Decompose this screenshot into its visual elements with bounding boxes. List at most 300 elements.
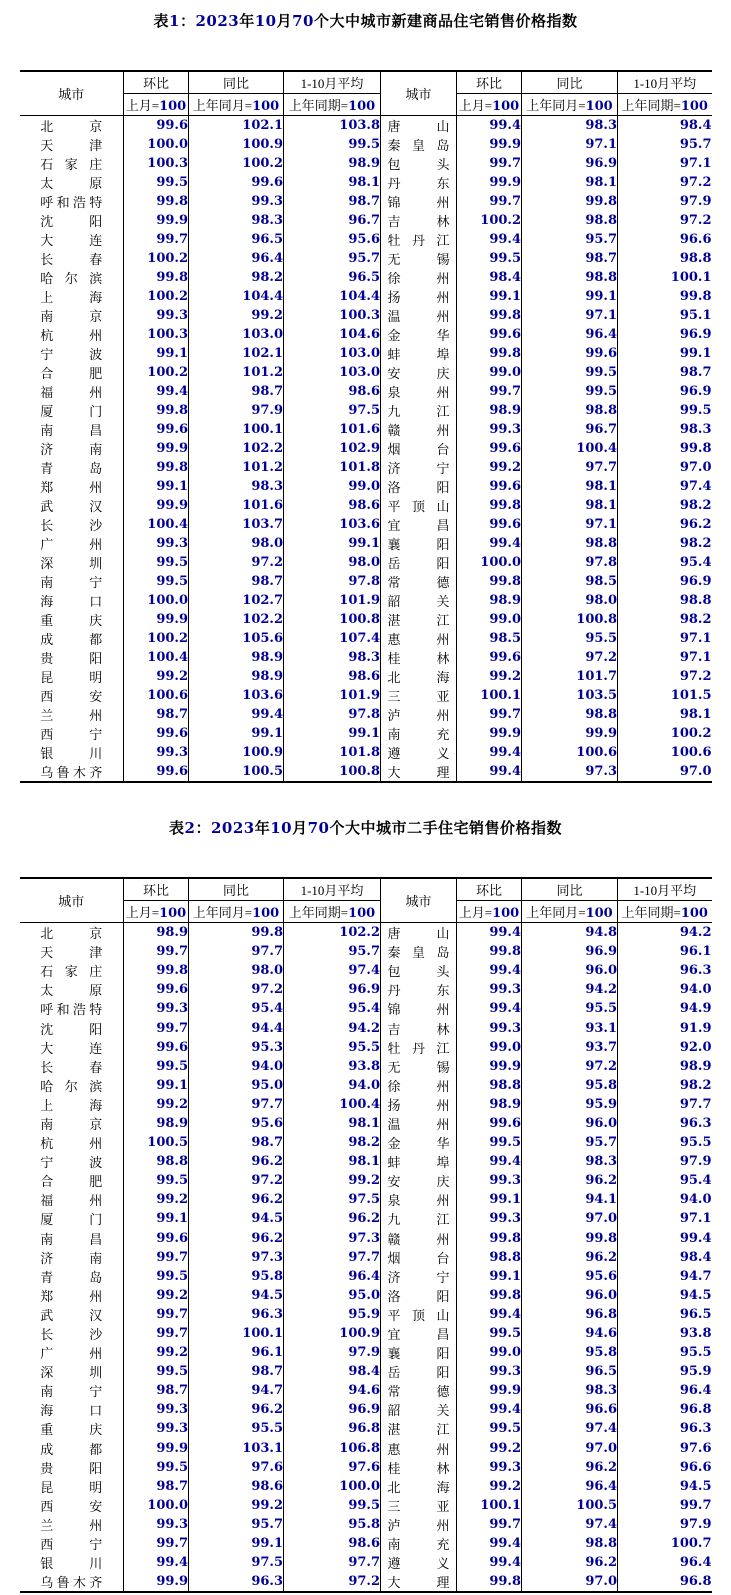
- avg-value: 95.4: [679, 1173, 712, 1189]
- yoy-value: 97.9: [189, 401, 284, 420]
- avg-value: 97.6: [679, 1440, 712, 1456]
- city-cell: [20, 1419, 124, 1438]
- yoy-value: 96.2: [189, 1400, 284, 1419]
- mom-value: 99.5: [124, 1267, 189, 1286]
- city-name: 南 昌: [40, 1231, 103, 1247]
- mom-value: 99.7: [124, 942, 189, 961]
- mom-value: 99.5: [124, 173, 189, 192]
- yoy-value: 99.8: [522, 1229, 618, 1248]
- table-row: [20, 1534, 712, 1553]
- mom-value: 98.9: [124, 1114, 189, 1133]
- yoy-value: 96.4: [522, 1477, 618, 1496]
- city-name: 济 宁: [387, 461, 450, 476]
- avg-value: 98.2: [284, 1133, 381, 1152]
- yoy-value: 97.2: [522, 648, 618, 667]
- city-cell: [381, 572, 457, 591]
- yoy-value: 99.4: [189, 705, 284, 724]
- city-name: 泉 州: [387, 1193, 450, 1209]
- city-name: 兰 州: [40, 1517, 103, 1533]
- mom-value: 99.8: [124, 401, 189, 420]
- avg-value: 96.5: [679, 1306, 712, 1322]
- avg-value: 100.8: [284, 610, 381, 629]
- yoy-value: 98.1: [522, 173, 618, 192]
- mom-value: 99.3: [457, 420, 522, 439]
- mom-value: 99.5: [124, 1362, 189, 1381]
- yoy-value: 94.4: [189, 1018, 284, 1037]
- yoy-value: 99.2: [189, 1496, 284, 1515]
- yoy-value: 96.5: [522, 1362, 618, 1381]
- city-name: 三 亚: [387, 1498, 450, 1514]
- mom-value: 100.2: [124, 629, 189, 648]
- avg-value: 96.8: [679, 1574, 712, 1590]
- avg-value: 97.2: [284, 1572, 381, 1592]
- yoy-value: 98.7: [189, 1362, 284, 1381]
- city-cell: [381, 553, 457, 572]
- avg-value: 97.9: [284, 1343, 381, 1362]
- avg-value: 98.8: [679, 251, 712, 266]
- city-name: 韶 关: [387, 1403, 450, 1419]
- table-row: [20, 1190, 712, 1209]
- yoy-value: 97.3: [189, 1248, 284, 1267]
- table-row: [20, 1229, 712, 1248]
- mom-value: 99.7: [457, 705, 522, 724]
- yoy-value: 96.6: [522, 1400, 618, 1419]
- city-name: 赣 州: [387, 1231, 450, 1247]
- avg-value: 96.4: [284, 1267, 381, 1286]
- avg-value: 98.6: [284, 667, 381, 686]
- mom-value: 98.9: [124, 923, 189, 943]
- avg-value: 96.3: [679, 1115, 712, 1131]
- avg-value: 97.0: [679, 764, 712, 779]
- city-cell: [381, 999, 457, 1018]
- table-row: [20, 1286, 712, 1305]
- yoy-value: 98.0: [189, 534, 284, 553]
- city-cell: [20, 1267, 124, 1286]
- table-row: [20, 1305, 712, 1324]
- table-row: [20, 249, 712, 268]
- city-cell: [381, 667, 457, 686]
- mom-value: 99.1: [457, 287, 522, 306]
- avg-value: 94.6: [284, 1381, 381, 1400]
- yoy-value: 96.2: [522, 1458, 618, 1477]
- table-row: [20, 923, 712, 943]
- city-cell: [381, 230, 457, 249]
- city-cell: [20, 572, 124, 591]
- city-name: 西 安: [40, 1498, 103, 1514]
- mom-value: 99.7: [124, 1534, 189, 1553]
- city-cell: [20, 458, 124, 477]
- header-mom-2: 环比: [457, 71, 522, 94]
- city-cell: [20, 667, 124, 686]
- city-name: 泸 州: [387, 1517, 450, 1533]
- city-cell: [20, 942, 124, 961]
- table-row: [20, 1209, 712, 1228]
- city-name: 牡 丹 江: [387, 233, 450, 248]
- city-name: 贵 阳: [40, 1460, 103, 1476]
- table-row: [20, 306, 712, 325]
- yoy-value: 99.2: [189, 306, 284, 325]
- avg-value: 94.2: [679, 925, 712, 941]
- city-name: 济 宁: [387, 1269, 450, 1285]
- avg-value: 97.9: [679, 1516, 712, 1532]
- city-cell: [20, 325, 124, 344]
- mom-value: 100.2: [124, 287, 189, 306]
- yoy-value: 96.2: [522, 1171, 618, 1190]
- city-name: 兰 州: [40, 708, 103, 723]
- avg-value: 97.2: [679, 213, 712, 228]
- avg-value: 103.0: [284, 344, 381, 363]
- header-avg: 1-10月平均: [284, 878, 381, 901]
- avg-value: 95.9: [284, 1305, 381, 1324]
- city-name: 大 理: [387, 765, 450, 780]
- city-name: 包 头: [387, 964, 450, 980]
- yoy-value: 103.6: [189, 686, 284, 705]
- yoy-value: 95.7: [522, 230, 618, 249]
- yoy-value: 95.8: [189, 1267, 284, 1286]
- mom-value: 99.0: [457, 363, 522, 382]
- city-name: 安 庆: [387, 366, 450, 381]
- mom-value: 99.1: [124, 344, 189, 363]
- city-name: 蚌 埠: [387, 1155, 450, 1171]
- avg-value: 98.6: [284, 382, 381, 401]
- yoy-value: 96.3: [189, 1572, 284, 1592]
- city-name: 泸 州: [387, 708, 450, 723]
- yoy-value: 96.3: [189, 1305, 284, 1324]
- avg-value: 94.5: [679, 1478, 712, 1494]
- city-name: 太 原: [40, 176, 103, 191]
- city-name: 成 都: [40, 632, 103, 647]
- header-mom: 环比: [124, 878, 189, 901]
- mom-value: 99.4: [457, 230, 522, 249]
- yoy-value: 96.0: [522, 1286, 618, 1305]
- yoy-value: 98.7: [189, 572, 284, 591]
- yoy-value: 94.8: [522, 923, 618, 943]
- city-cell: [20, 1534, 124, 1553]
- yoy-value: 98.8: [522, 211, 618, 230]
- avg-value: 100.8: [284, 762, 381, 782]
- city-name: 宁 波: [40, 347, 103, 362]
- city-name: 天 津: [40, 138, 103, 153]
- city-cell: [20, 1114, 124, 1133]
- city-name: 石 家 庄: [40, 157, 103, 172]
- yoy-value: 98.8: [522, 534, 618, 553]
- city-cell: [20, 477, 124, 496]
- table-row: [20, 1018, 712, 1037]
- city-name: 福 州: [40, 385, 103, 400]
- yoy-value: 98.1: [522, 496, 618, 515]
- city-name: 杭 州: [40, 328, 103, 343]
- table-row: [20, 980, 712, 999]
- header-mom-base-2: 上月=100: [457, 94, 522, 116]
- mom-value: 100.5: [124, 1133, 189, 1152]
- yoy-value: 102.2: [189, 439, 284, 458]
- avg-value: 98.2: [679, 612, 712, 627]
- city-cell: [381, 1286, 457, 1305]
- yoy-value: 95.4: [189, 999, 284, 1018]
- avg-value: 96.6: [679, 1459, 712, 1475]
- city-cell: [381, 325, 457, 344]
- city-name: 秦 皇 岛: [387, 138, 450, 153]
- mom-value: 100.4: [124, 648, 189, 667]
- table-row: [20, 553, 712, 572]
- mom-value: 99.3: [124, 534, 189, 553]
- avg-value: 96.5: [284, 268, 381, 287]
- avg-value: 101.9: [284, 591, 381, 610]
- avg-value: 98.2: [679, 536, 712, 551]
- mom-value: 98.9: [457, 1095, 522, 1114]
- avg-value: 96.1: [679, 944, 712, 960]
- city-name: 金 华: [387, 328, 450, 343]
- city-name: 吉 林: [387, 214, 450, 229]
- avg-value: 98.9: [679, 1058, 712, 1074]
- city-cell: [381, 610, 457, 629]
- table-row: [20, 344, 712, 363]
- city-cell: [381, 923, 457, 943]
- avg-value: 98.7: [284, 192, 381, 211]
- city-cell: [20, 192, 124, 211]
- city-cell: [381, 1152, 457, 1171]
- mom-value: 100.0: [124, 135, 189, 154]
- mom-value: 99.2: [457, 1477, 522, 1496]
- table-row: [20, 401, 712, 420]
- mom-value: 99.5: [457, 249, 522, 268]
- avg-value: 97.9: [679, 194, 712, 209]
- table-row: [20, 382, 712, 401]
- mom-value: 99.9: [124, 211, 189, 230]
- avg-value: 100.2: [670, 726, 712, 741]
- city-cell: [20, 1038, 124, 1057]
- city-name: 天 津: [40, 945, 103, 961]
- city-name: 惠 州: [387, 632, 450, 647]
- yoy-value: 97.3: [522, 762, 618, 782]
- city-cell: [381, 1248, 457, 1267]
- city-name: 包 头: [387, 157, 450, 172]
- avg-value: 95.7: [284, 249, 381, 268]
- city-cell: [381, 1229, 457, 1248]
- avg-value: 97.8: [284, 572, 381, 591]
- mom-value: 99.3: [457, 1362, 522, 1381]
- city-cell: [381, 942, 457, 961]
- header-city: 城市: [20, 71, 124, 116]
- yoy-value: 97.4: [522, 1515, 618, 1534]
- mom-value: 99.4: [457, 743, 522, 762]
- city-name: 平 顶 山: [387, 1307, 450, 1323]
- city-cell: [20, 1515, 124, 1534]
- city-cell: [381, 1133, 457, 1152]
- city-name: 牡 丹 江: [387, 1040, 450, 1056]
- mom-value: 99.1: [124, 477, 189, 496]
- mom-value: 99.8: [457, 344, 522, 363]
- city-name: 合 肥: [40, 1174, 103, 1190]
- city-cell: [381, 439, 457, 458]
- mom-value: 99.6: [124, 724, 189, 743]
- avg-value: 95.1: [679, 308, 712, 323]
- header-avg: 1-10月平均: [284, 71, 381, 94]
- mom-value: 99.8: [457, 942, 522, 961]
- city-name: 深 圳: [40, 1365, 103, 1381]
- avg-value: 99.1: [679, 346, 712, 361]
- yoy-value: 97.7: [522, 458, 618, 477]
- avg-value: 91.9: [679, 1020, 712, 1036]
- city-cell: [381, 192, 457, 211]
- header-mom-base: 上月=100: [124, 94, 189, 116]
- mom-value: 99.4: [457, 1152, 522, 1171]
- city-cell: [381, 1209, 457, 1228]
- mom-value: 99.0: [457, 610, 522, 629]
- city-cell: [381, 1439, 457, 1458]
- city-cell: [20, 762, 124, 782]
- city-name: 烟 台: [387, 442, 450, 457]
- city-name: 扬 州: [387, 290, 450, 305]
- yoy-value: 98.1: [522, 477, 618, 496]
- mom-value: 100.0: [457, 553, 522, 572]
- city-cell: [381, 1095, 457, 1114]
- table-row: [20, 1362, 712, 1381]
- avg-value: 96.6: [679, 232, 712, 247]
- yoy-value: 95.5: [522, 999, 618, 1018]
- avg-value: 96.9: [284, 980, 381, 999]
- table-row: [20, 135, 712, 154]
- yoy-value: 98.3: [189, 477, 284, 496]
- mom-value: 100.4: [124, 515, 189, 534]
- avg-value: 99.5: [284, 1496, 381, 1515]
- avg-value: 94.2: [284, 1018, 381, 1037]
- city-name: 长 沙: [40, 518, 103, 533]
- yoy-value: 98.8: [522, 1534, 618, 1553]
- avg-value: 98.7: [679, 365, 712, 380]
- mom-value: 99.5: [124, 1057, 189, 1076]
- avg-value: 97.3: [284, 1229, 381, 1248]
- city-cell: [20, 230, 124, 249]
- city-cell: [20, 923, 124, 943]
- city-name: 重 庆: [40, 613, 103, 628]
- table-row: [20, 1076, 712, 1095]
- yoy-value: 94.2: [522, 980, 618, 999]
- yoy-value: 96.0: [522, 961, 618, 980]
- table-row: [20, 629, 712, 648]
- city-name: 遵 义: [387, 1556, 450, 1572]
- avg-value: 99.5: [679, 403, 712, 418]
- city-name: 大 连: [40, 1040, 103, 1056]
- table-row: [20, 173, 712, 192]
- city-name: 杭 州: [40, 1136, 103, 1152]
- mom-value: 99.6: [124, 980, 189, 999]
- avg-value: 95.4: [284, 999, 381, 1018]
- mom-value: 99.5: [124, 572, 189, 591]
- city-cell: [20, 1381, 124, 1400]
- mom-value: 99.4: [457, 762, 522, 782]
- mom-value: 99.8: [457, 1286, 522, 1305]
- mom-value: 99.8: [124, 961, 189, 980]
- city-name: 泉 州: [387, 385, 450, 400]
- yoy-value: 96.2: [189, 1229, 284, 1248]
- table-row: [20, 667, 712, 686]
- mom-value: 98.7: [124, 1381, 189, 1400]
- city-name: 武 汉: [40, 499, 103, 514]
- city-name: 南 充: [387, 1537, 450, 1553]
- city-cell: [20, 496, 124, 515]
- city-cell: [20, 1209, 124, 1228]
- yoy-value: 100.5: [522, 1496, 618, 1515]
- mom-value: 99.8: [457, 496, 522, 515]
- city-name: 深 圳: [40, 556, 103, 571]
- yoy-value: 101.2: [189, 458, 284, 477]
- city-name: 青 岛: [40, 461, 103, 476]
- city-cell: [20, 173, 124, 192]
- city-name: 福 州: [40, 1193, 103, 1209]
- mom-value: 99.3: [124, 743, 189, 762]
- avg-value: 99.1: [284, 534, 381, 553]
- city-name: 西 宁: [40, 1537, 103, 1553]
- city-cell: [381, 401, 457, 420]
- city-name: 乌 鲁 木 齐: [40, 765, 103, 780]
- mom-value: 99.4: [457, 999, 522, 1018]
- city-name: 银 川: [40, 746, 103, 761]
- city-name: 昆 明: [40, 1479, 103, 1495]
- avg-value: 98.6: [284, 1534, 381, 1553]
- city-name: 海 口: [40, 594, 103, 609]
- avg-value: 97.7: [284, 1248, 381, 1267]
- mom-value: 99.6: [457, 648, 522, 667]
- city-cell: [20, 1133, 124, 1152]
- mom-value: 99.5: [124, 1458, 189, 1477]
- avg-value: 97.5: [284, 1190, 381, 1209]
- table-row: [20, 116, 712, 136]
- mom-value: 99.2: [457, 458, 522, 477]
- mom-value: 99.6: [457, 515, 522, 534]
- yoy-value: 98.3: [189, 211, 284, 230]
- mom-value: 98.7: [124, 1477, 189, 1496]
- avg-value: 96.2: [679, 517, 712, 532]
- yoy-value: 102.1: [189, 116, 284, 136]
- city-cell: [381, 1038, 457, 1057]
- city-cell: [381, 1190, 457, 1209]
- city-name: 无 锡: [387, 252, 450, 267]
- header-avg-base: 上年同期=100: [284, 901, 381, 923]
- yoy-value: 97.6: [189, 1458, 284, 1477]
- city-cell: [20, 401, 124, 420]
- avg-value: 95.6: [284, 230, 381, 249]
- mom-value: 99.9: [457, 1381, 522, 1400]
- table-row: [20, 648, 712, 667]
- mom-value: 99.8: [457, 306, 522, 325]
- city-name: 无 锡: [387, 1059, 450, 1075]
- city-cell: [381, 1362, 457, 1381]
- city-cell: [20, 1400, 124, 1419]
- avg-value: 100.3: [284, 306, 381, 325]
- city-name: 徐 州: [387, 1078, 450, 1094]
- table-row: [20, 942, 712, 961]
- mom-value: 99.7: [124, 1248, 189, 1267]
- city-cell: [381, 154, 457, 173]
- avg-value: 96.9: [679, 327, 712, 342]
- table1-title: 表1：2023年10月70个大中城市新建商品住宅销售价格指数: [153, 12, 578, 30]
- header-avg-base-2: 上年同期=100: [621, 98, 708, 114]
- yoy-value: 96.7: [522, 420, 618, 439]
- mom-value: 99.7: [124, 1305, 189, 1324]
- mom-value: 99.6: [124, 420, 189, 439]
- avg-value: 98.4: [679, 1249, 712, 1265]
- mom-value: 100.0: [124, 1496, 189, 1515]
- yoy-value: 98.8: [522, 401, 618, 420]
- city-name: 上 海: [40, 290, 103, 305]
- city-cell: [20, 211, 124, 230]
- avg-value: 96.9: [284, 1400, 381, 1419]
- yoy-value: 93.1: [522, 1018, 618, 1037]
- table-row: [20, 268, 712, 287]
- yoy-value: 98.9: [189, 667, 284, 686]
- avg-value: 96.3: [679, 963, 712, 979]
